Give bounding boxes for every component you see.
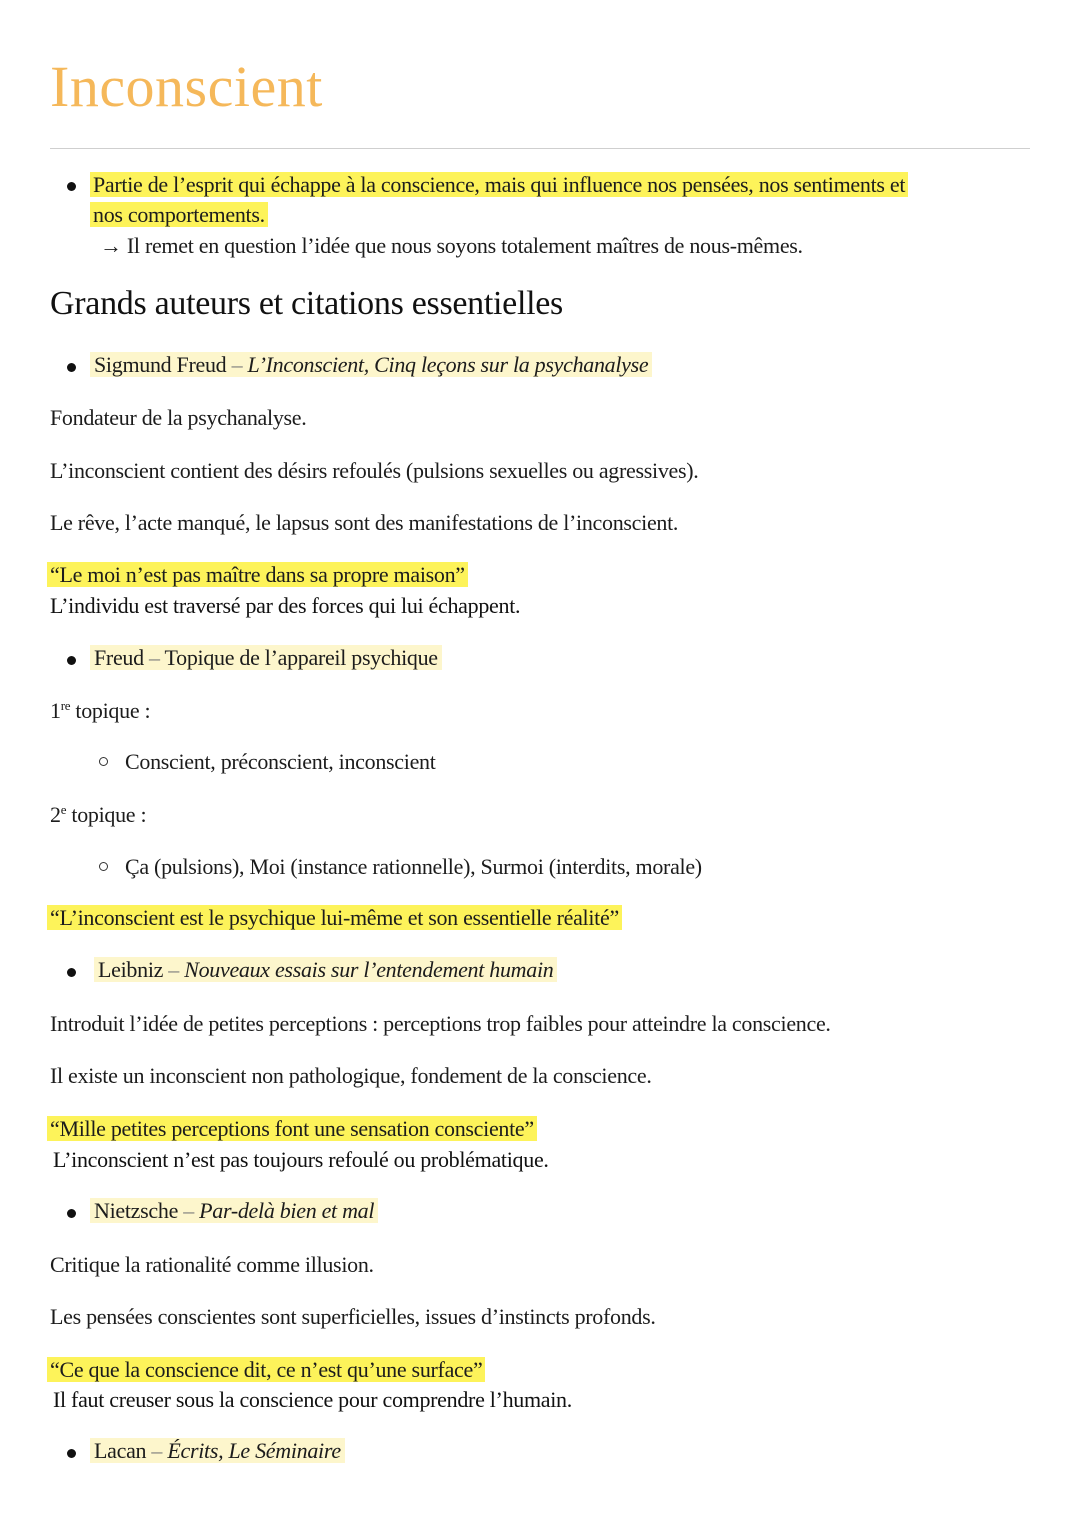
quote: “L’inconscient est le psychique lui-même et son essentielle réalité” [47, 903, 622, 933]
paragraph: Fondateur de la psychanalyse. [50, 405, 307, 430]
arrow-right-icon: → [100, 233, 122, 258]
author-heading-freud: Sigmund Freud – L’Inconscient, Cinq leçons sur la psychanalyse [90, 350, 652, 380]
paragraph: Il existe un inconscient non pathologique, fondement de la conscience. [50, 1063, 652, 1088]
bullet-icon [67, 363, 76, 372]
page-title: Inconscient [50, 54, 323, 119]
topique-item: Conscient, préconscient, inconscient [125, 749, 436, 774]
quote: “Mille petites perceptions font une sensation consciente” [47, 1114, 537, 1144]
topique-label: 2e topique : [50, 802, 147, 827]
quote-explanation: Il faut creuser sous la conscience pour comprendre l’humain. [53, 1387, 572, 1412]
bullet-icon [67, 182, 76, 191]
paragraph: L’inconscient contient des désirs refoulés (pulsions sexuelles ou agressives). [50, 458, 699, 483]
title-divider [50, 148, 1030, 149]
definition-line-1: Partie de l’esprit qui échappe à la conscience, mais qui influence nos pensées, nos sentiments et [90, 170, 908, 200]
bullet-icon [67, 968, 76, 977]
consequence-line: → Il remet en question l’idée que nous soyons totalement maîtres de nous-mêmes. [100, 233, 803, 258]
author-heading-freud-topique: Freud – Topique de l’appareil psychique [90, 643, 442, 673]
quote: “Ce que la conscience dit, ce n’est qu’une surface” [47, 1355, 485, 1385]
bullet-icon [67, 1209, 76, 1218]
author-heading-leibniz: Leibniz – Nouveaux essais sur l’entendement humain [94, 955, 557, 985]
definition-line-2: nos comportements. [90, 200, 268, 230]
topique-item: Ça (pulsions), Moi (instance rationnelle), Surmoi (interdits, morale) [125, 854, 702, 879]
topique-label: 1re topique : [50, 698, 151, 723]
bullet-icon [67, 656, 76, 665]
quote-explanation: L’inconscient n’est pas toujours refoulé ou problématique. [53, 1147, 549, 1172]
author-heading-nietzsche: Nietzsche – Par-delà bien et mal [90, 1196, 378, 1226]
section-heading: Grands auteurs et citations essentielles [50, 285, 563, 322]
quote: “Le moi n’est pas maître dans sa propre maison” [47, 560, 468, 590]
bullet-icon [67, 1449, 76, 1458]
circle-bullet-icon [99, 862, 108, 871]
circle-bullet-icon [99, 757, 108, 766]
author-heading-lacan: Lacan – Écrits, Le Séminaire [90, 1436, 345, 1466]
paragraph: Introduit l’idée de petites perceptions : perceptions trop faibles pour atteindre la conscience. [50, 1011, 831, 1036]
paragraph: Critique la rationalité comme illusion. [50, 1252, 374, 1277]
paragraph: Le rêve, l’acte manqué, le lapsus sont des manifestations de l’inconscient. [50, 510, 679, 535]
quote-explanation: L’individu est traversé par des forces qui lui échappent. [50, 593, 521, 618]
paragraph: Les pensées conscientes sont superficielles, issues d’instincts profonds. [50, 1304, 656, 1329]
